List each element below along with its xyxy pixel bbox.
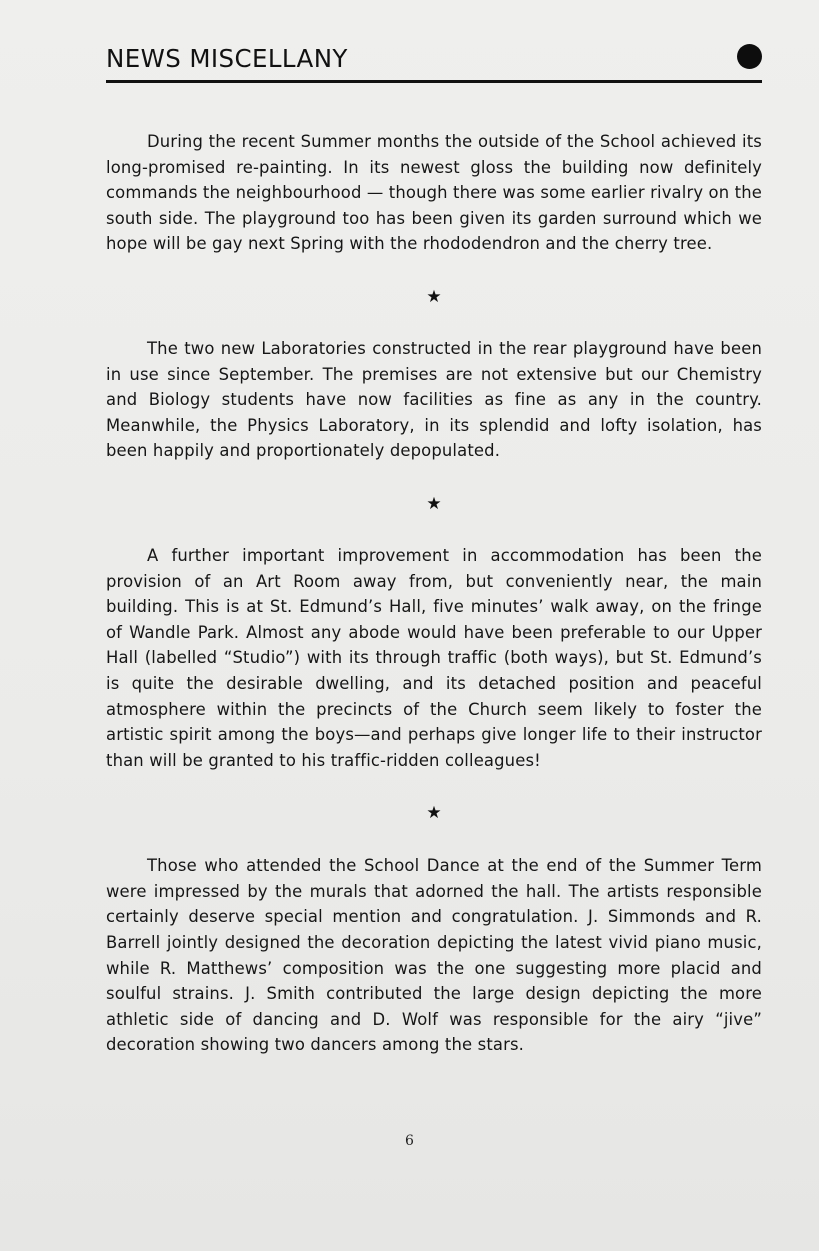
bullet-dot-icon [737, 44, 762, 69]
star-separator-icon: ★ [426, 803, 442, 824]
star-separator-icon: ★ [426, 493, 442, 514]
page-title: NEWS MISCELLANY [106, 44, 348, 73]
article-body [106, 129, 762, 1058]
paragraph-school-dance: Those who attended the School Dance at the end of the Summer Term were impressed by the murals that adorned the hall. The artists responsible certainly deserve special mention and congratulation. J. Simmonds and R. Barrell jointly designed the decoration depicting the latest vivid piano music, while R. Matthews’ composition was the one suggesting more placid and soulful strains. J. Smith contributed the large design depicting the more athletic side of dancing and D. Wolf was responsible for the airy “jive” decoration showing two dancers among the stars. [106, 856, 762, 1055]
page-header [106, 38, 762, 84]
header-rule [106, 80, 762, 83]
star-separator-icon: ★ [426, 286, 442, 307]
page-number: 6 [405, 1133, 414, 1149]
paragraph-repainting: During the recent Summer months the outside of the School achieved its long-promised re-painting. In its newest gloss the building now definitely commands the neighbourhood — though there was some earlier rivalry on the south side. The playground too has been given its garden surround which we hope will be gay next Spring with the rhododendron and the cherry tree. [106, 132, 762, 254]
paragraph-art-room: A further important improvement in accommodation has been the provision of an Art Room away from, but conveniently near, the main building. This is at St. Edmund’s Hall, five minutes’ walk away, on the fringe of Wandle Park. Almost any abode would have been preferable to our Upper Hall (labelled “Studio”) with its through traffic (both ways), but St. Edmund’s is quite the desirable dwelling, and its detached position and peaceful atmosphere within the precincts of the Church seem likely to foster the artistic spirit among the boys—and perhaps give longer life to their instructor than will be granted to his traffic-ridden colleagues! [106, 545, 762, 770]
paragraph-laboratories: The two new Laboratories constructed in the rear playground have been in use since September. The premises are not extensive but our Chemistry and Biology students have now facilities as fine as any in the country. Meanwhile, the Physics Laboratory, in its splendid and lofty isolation, has been happily and proportionately depopulated. [106, 338, 762, 461]
